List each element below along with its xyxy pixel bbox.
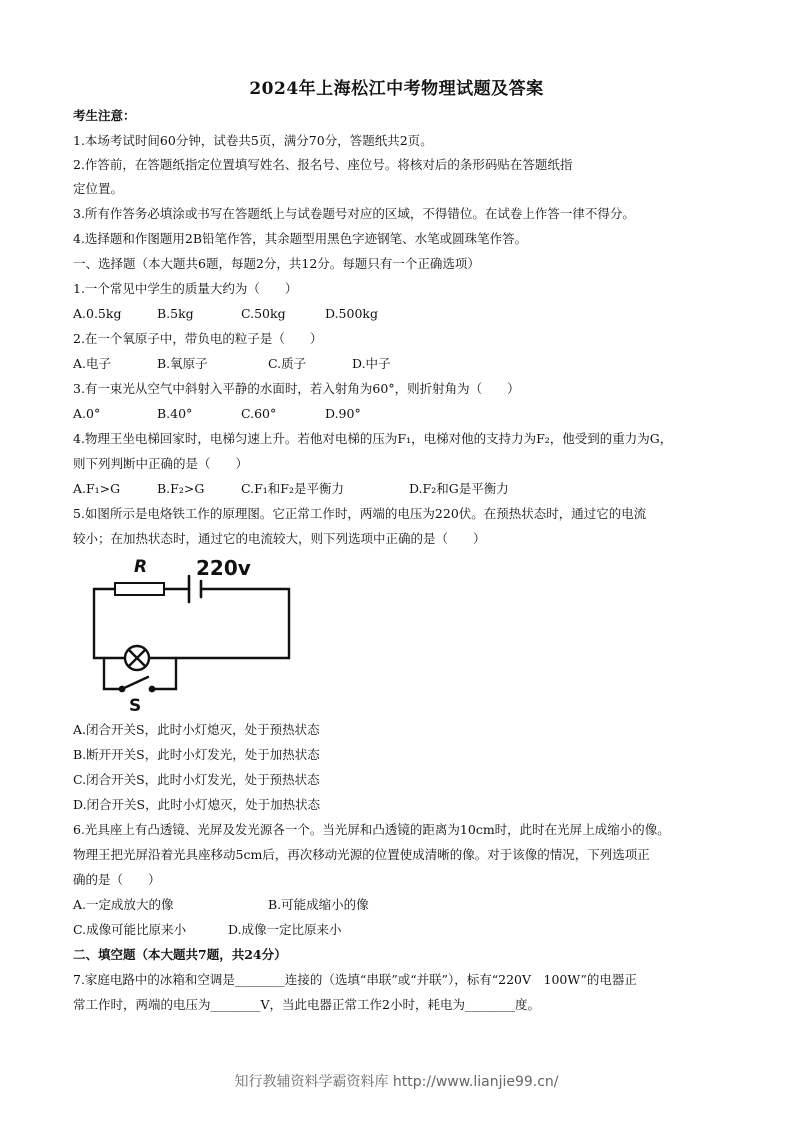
- q2-option-d: D.中子: [352, 356, 391, 371]
- q3-option-b: B.40°: [157, 406, 193, 421]
- q5-stem-2: 较小；在加热状态时，通过它的电流较大，则下列选项中正确的是（ ）: [73, 531, 486, 546]
- q6-stem-1: 6.光具座上有凸透镜、光屏及发光源各一个。当光屏和凸透镜的距离为10cm时，此时在光屏上成缩小的像。: [73, 822, 670, 837]
- voltage-label: 220v: [196, 556, 251, 580]
- q1-option-c: C.50kg: [241, 306, 286, 321]
- q7-line-1: 7.家庭电路中的冰箱和空调是________连接的（选填“串联”或“并联”），标有“220V 100W”的电器正: [73, 972, 637, 987]
- q1-option-b: B.5kg: [157, 306, 194, 321]
- q1-stem: 1.一个常见中学生的质量大约为（ ）: [73, 281, 298, 296]
- notice-item: 2.作答前，在答题纸指定位置填写姓名、报名号、座位号。将核对后的条形码贴在答题纸指: [73, 157, 573, 172]
- q6-option-c: C.成像可能比原来小: [73, 922, 187, 937]
- page-title: 2024年上海松江中考物理试题及答案: [249, 79, 544, 99]
- q4-option-c: C.F₁和F₂是平衡力: [241, 481, 344, 496]
- resistor-label: R: [134, 557, 148, 577]
- q2-option-b: B.氧原子: [157, 356, 208, 371]
- q6-option-a: A.一定成放大的像: [73, 897, 174, 912]
- q6-stem-3: 确的是（ ）: [73, 872, 161, 887]
- section2-heading: 二、填空题（本大题共7题，共24分）: [73, 947, 287, 962]
- q2-option-c: C.质子: [268, 356, 307, 371]
- notice-item: 4.选择题和作图题用2B铅笔作答，其余题型用黑色字迹钢笔、水笔或圆珠笔作答。: [73, 231, 528, 246]
- switch-label: S: [129, 696, 142, 714]
- q2-stem: 2.在一个氧原子中，带负电的粒子是（ ）: [73, 331, 323, 346]
- q4-option-b: B.F₂>G: [157, 481, 205, 496]
- q4-options: [73, 481, 509, 497]
- q3-options: [73, 406, 361, 422]
- q7-line-2: 常工作时，两端的电压为________V，当此电器正常工作2小时，耗电为________度。: [73, 997, 540, 1012]
- circuit-diagram: [84, 548, 304, 714]
- q1-option-d: D.500kg: [325, 306, 378, 321]
- q1-option-a: A.0.5kg: [73, 306, 122, 321]
- q5-option-c: C.闭合开关S，此时小灯发光，处于预热状态: [73, 772, 320, 787]
- q5-option-d: D.闭合开关S，此时小灯熄灭，处于加热状态: [73, 797, 321, 812]
- switch-contact-right: [150, 687, 154, 691]
- q2-option-a: A.电子: [73, 356, 112, 371]
- footer-watermark: 知行教辅资料学霸资料库 http://www.lianjie99.cn/: [234, 1074, 559, 1090]
- q4-stem-2: 则下列判断中正确的是（ ）: [73, 456, 249, 471]
- q3-stem: 3.有一束光从空气中斜射入平静的水面时，若入射角为60°，则折射角为（ ）: [73, 381, 520, 396]
- notice-item: 定位置。: [73, 181, 124, 196]
- notice-item: 1.本场考试时间60分钟，试卷共5页，满分70分，答题纸共2页。: [73, 133, 433, 148]
- switch-blade: [122, 677, 148, 689]
- q3-option-d: D.90°: [325, 406, 361, 421]
- q5-option-a: A.闭合开关S，此时小灯熄灭，处于预热状态: [73, 722, 320, 737]
- resistor-symbol: [115, 583, 164, 595]
- q4-option-d: D.F₂和G是平衡力: [409, 481, 509, 496]
- circuit-wire-top-right: [94, 589, 289, 658]
- q4-option-a: A.F₁>G: [73, 481, 121, 496]
- q5-option-b: B.断开开关S，此时小灯发光，处于加热状态: [73, 747, 320, 762]
- q3-option-c: C.60°: [241, 406, 277, 421]
- q6-option-d: D.成像一定比原来小: [228, 922, 342, 937]
- q6-options-row-1: [73, 897, 369, 913]
- q3-option-a: A.0°: [73, 406, 101, 421]
- q1-options: [73, 306, 378, 322]
- notice-item: 3.所有作答务必填涂或书写在答题纸上与试卷题号对应的区域，不得错位。在试卷上作答一律不得分。: [73, 206, 635, 221]
- q6-options-row-2: [73, 922, 342, 938]
- q2-options: [73, 356, 391, 372]
- section1-heading: 一、选择题（本大题共6题，每题2分，共12分。每题只有一个正确选项）: [73, 256, 480, 271]
- notice-heading: 考生注意：: [73, 108, 136, 123]
- q5-stem-1: 5.如图所示是电烙铁工作的原理图。它正常工作时，两端的电压为220伏。在预热状态时，通过它的电流: [73, 506, 647, 521]
- q4-stem-1: 4.物理王坐电梯回家时，电梯匀速上升。若他对电梯的压为F₁，电梯对他的支持力为F₂，他受到的重力为G，: [73, 431, 673, 446]
- q6-stem-2: 物理王把光屏沿着光具座移动5cm后，再次移动光源的位置使成清晰的像。对于该像的情况，下列选项正: [73, 847, 650, 862]
- q6-option-b: B.可能成缩小的像: [268, 897, 369, 912]
